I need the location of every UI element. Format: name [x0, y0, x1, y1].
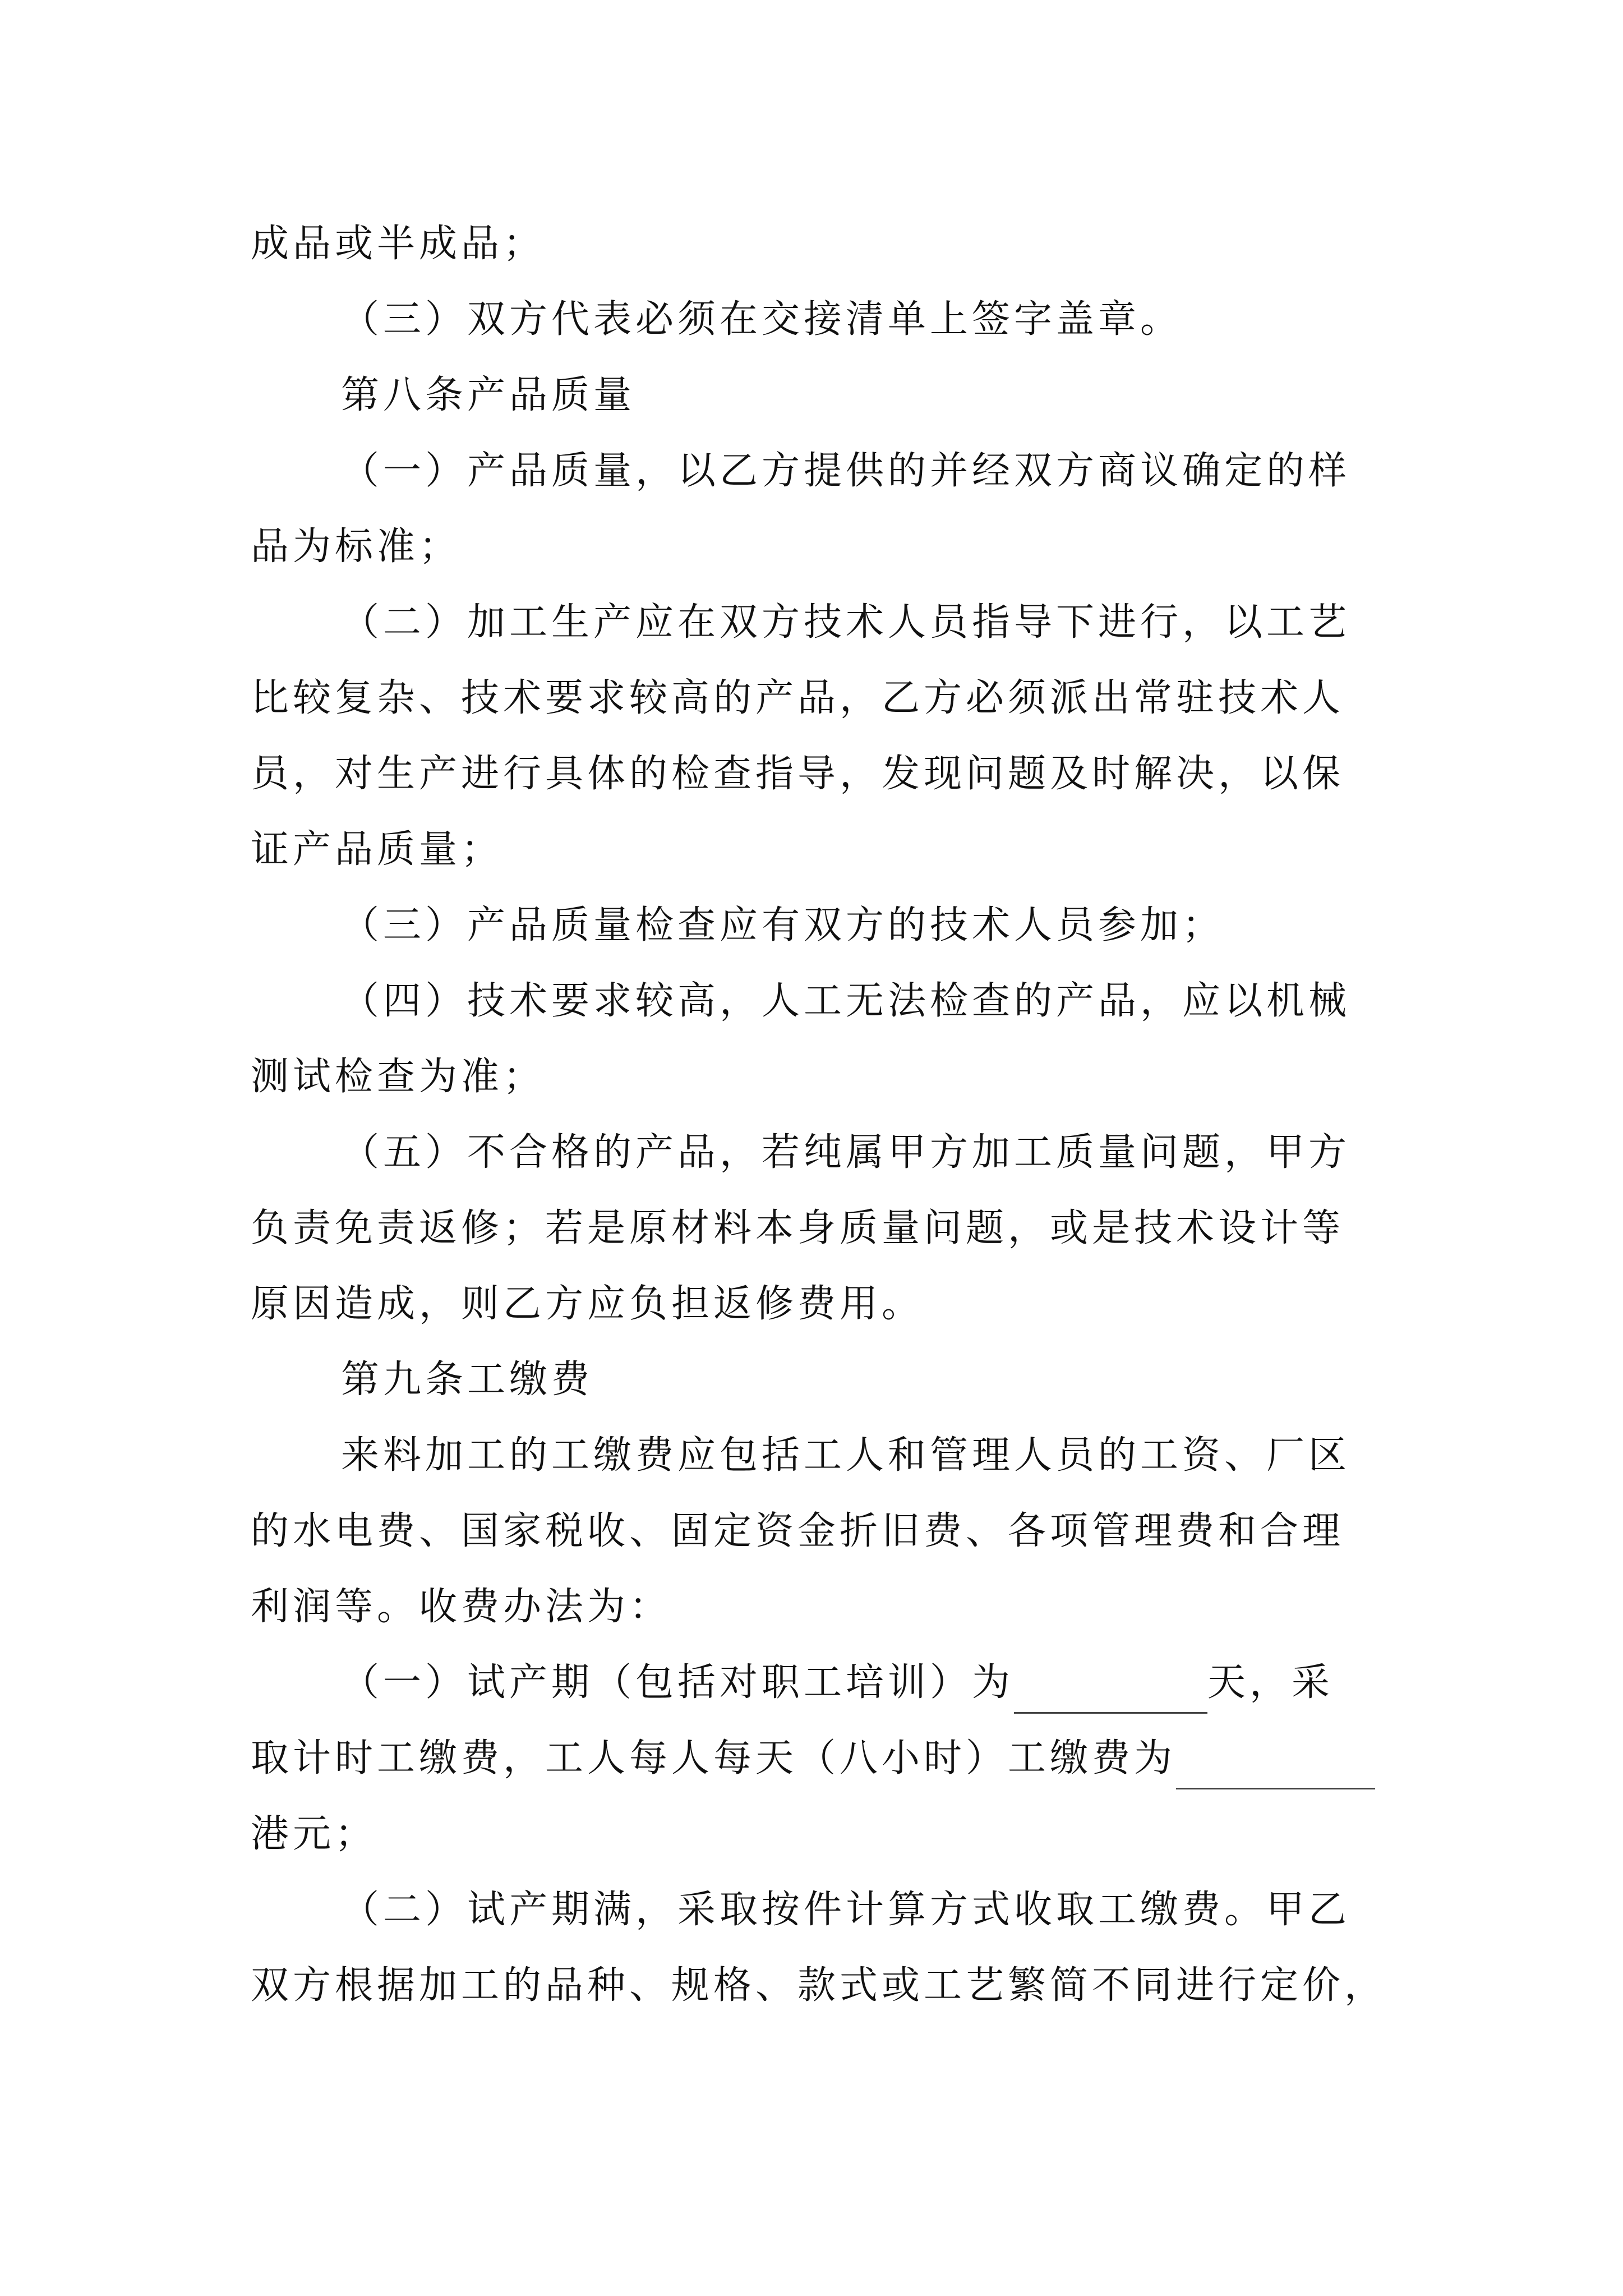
text-line: （二）试产期满，采取按件计算方式收取工缴费。甲乙 [341, 1888, 1351, 1932]
text-line: （四）技术要求较高，人工无法检查的产品，应以机械 [341, 979, 1351, 1023]
text-line: 利润等。收费办法为： [251, 1585, 672, 1629]
text-line: （三）产品质量检查应有双方的技术人员参加； [341, 903, 1225, 947]
text-line [341, 1652, 1334, 1714]
text-line: 双方根据加工的品种、规格、款式或工艺繁简不同进行定价， [251, 1963, 1387, 2008]
text-segment: 取计时工缴费，工人每人每天（八小时）工缴费为 [251, 1736, 1177, 1780]
text-line: 原因造成，则乙方应负担返修费用。 [251, 1282, 924, 1326]
section-heading-article-8: 第八条产品质量 [341, 373, 636, 417]
text-line [251, 1728, 1375, 1789]
text-line: 品为标准； [251, 524, 462, 569]
text-line: 港元； [251, 1812, 377, 1856]
text-line: （五）不合格的产品，若纯属甲方加工质量问题，甲方 [341, 1130, 1351, 1175]
fill-in-blank-fee [1176, 1743, 1375, 1789]
text-line: 比较复杂、技术要求较高的产品，乙方必须派出常驻技术人 [251, 676, 1345, 720]
text-line: （一）产品质量，以乙方提供的并经双方商议确定的样 [341, 449, 1351, 493]
section-heading-article-9: 第九条工缴费 [341, 1358, 594, 1402]
text-segment: 天，采 [1207, 1660, 1334, 1705]
text-line: 负责免责返修；若是原材料本身质量问题，或是技术设计等 [251, 1206, 1345, 1250]
fill-in-blank-days [1014, 1667, 1207, 1714]
text-line: （三）双方代表必须在交接清单上签字盖章。 [341, 297, 1183, 342]
text-line: 证产品质量； [251, 827, 504, 872]
text-line: 测试检查为准； [251, 1055, 546, 1099]
text-line: 成品或半成品； [251, 222, 546, 266]
text-line: （二）加工生产应在双方技术人员指导下进行，以工艺 [341, 600, 1351, 645]
text-segment: （一）试产期（包括对职工培训）为 [341, 1660, 1015, 1705]
text-line: 来料加工的工缴费应包括工人和管理人员的工资、厂区 [341, 1433, 1351, 1478]
text-line: 的水电费、国家税收、固定资金折旧费、各项管理费和合理 [251, 1509, 1345, 1553]
text-line: 员，对生产进行具体的检查指导，发现问题及时解决，以保 [251, 752, 1345, 796]
